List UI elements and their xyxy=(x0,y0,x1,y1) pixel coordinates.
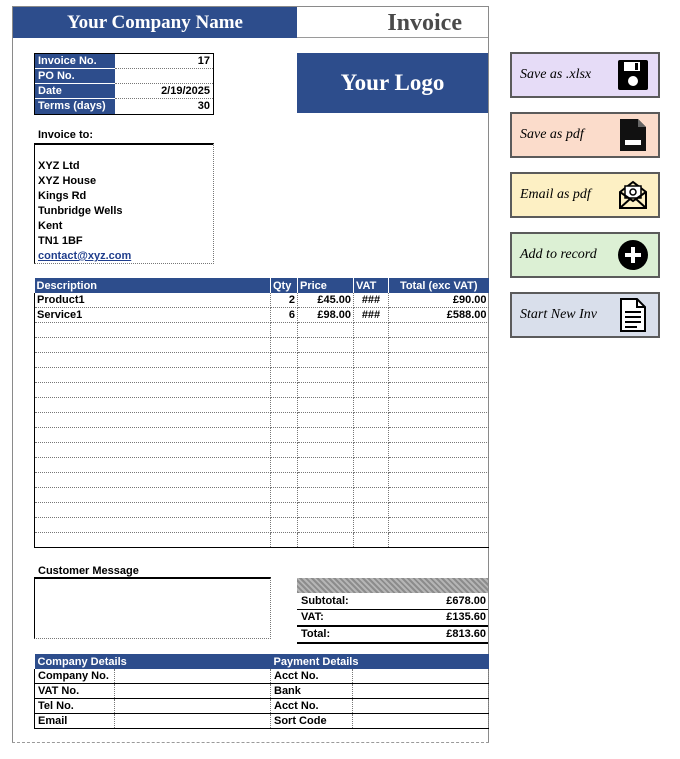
invoice-info-row xyxy=(35,69,213,84)
footer-details-table xyxy=(34,654,488,729)
invoice-info-table xyxy=(34,53,214,115)
col-vat: VAT xyxy=(354,278,389,293)
item-description[interactable] xyxy=(35,503,271,518)
item-qty[interactable] xyxy=(271,443,298,458)
item-price[interactable] xyxy=(298,353,354,368)
item-total[interactable] xyxy=(389,323,489,338)
total-label: Total: xyxy=(301,628,331,640)
company-detail-label: Tel No. xyxy=(35,699,115,714)
item-price[interactable] xyxy=(298,443,354,458)
item-qty[interactable]: 6 xyxy=(271,308,298,323)
table-row xyxy=(35,488,489,503)
po-no-value[interactable] xyxy=(115,69,213,84)
payment-detail-label: Acct No. xyxy=(271,669,353,684)
address-email-link[interactable]: contact@xyz.com xyxy=(38,250,132,262)
address-line: XYZ Ltd xyxy=(38,160,80,172)
invoice-no-value[interactable]: 17 xyxy=(115,54,213,69)
company-detail-label: VAT No. xyxy=(35,684,115,699)
company-detail-value[interactable] xyxy=(115,714,271,729)
pdf-file-icon xyxy=(616,118,650,152)
item-description[interactable] xyxy=(35,383,271,398)
item-price[interactable]: £98.00 xyxy=(298,308,354,323)
table-row xyxy=(35,353,489,368)
item-description[interactable] xyxy=(35,488,271,503)
item-price[interactable] xyxy=(298,503,354,518)
start-new-invoice-button[interactable] xyxy=(510,292,660,338)
table-row xyxy=(35,338,489,353)
table-row xyxy=(35,443,489,458)
total-row xyxy=(297,626,488,644)
date-label: Date xyxy=(35,84,115,99)
total-value: £813.60 xyxy=(446,628,486,640)
item-description[interactable] xyxy=(35,518,271,533)
invoice-title: Invoice xyxy=(297,7,488,38)
item-description[interactable] xyxy=(35,368,271,383)
table-row xyxy=(35,368,489,383)
payment-detail-value[interactable] xyxy=(353,684,489,699)
item-price[interactable] xyxy=(298,413,354,428)
table-row xyxy=(35,383,489,398)
address-line: Kent xyxy=(38,220,63,232)
item-total[interactable] xyxy=(389,518,489,533)
item-total[interactable] xyxy=(389,368,489,383)
table-row xyxy=(35,293,489,308)
item-total[interactable] xyxy=(389,338,489,353)
invoice-to-label: Invoice to: xyxy=(38,129,94,141)
address-line: Tunbridge Wells xyxy=(38,205,123,217)
company-detail-value[interactable] xyxy=(115,699,271,714)
item-vat[interactable] xyxy=(354,458,389,473)
payment-detail-label: Sort Code xyxy=(271,714,353,729)
item-total[interactable] xyxy=(389,398,489,413)
table-row xyxy=(35,428,489,443)
line-items-table xyxy=(34,278,488,548)
item-description[interactable] xyxy=(35,533,271,548)
invoice-info-row xyxy=(35,54,213,69)
item-total[interactable] xyxy=(389,458,489,473)
item-description[interactable] xyxy=(35,443,271,458)
table-row xyxy=(35,699,489,714)
table-row xyxy=(35,684,489,699)
subtotal-value: £678.00 xyxy=(446,595,486,607)
item-price[interactable] xyxy=(298,488,354,503)
item-total[interactable] xyxy=(389,413,489,428)
table-row xyxy=(35,518,489,533)
item-description[interactable] xyxy=(35,353,271,368)
company-details-header: Company Details xyxy=(35,654,271,669)
item-vat[interactable] xyxy=(354,353,389,368)
totals-table xyxy=(297,594,488,644)
item-total[interactable] xyxy=(389,383,489,398)
save-xlsx-label: Save as .xlsx xyxy=(520,67,592,82)
item-price[interactable] xyxy=(298,398,354,413)
customer-message-label: Customer Message xyxy=(38,565,139,577)
item-vat[interactable] xyxy=(354,518,389,533)
item-qty[interactable] xyxy=(271,458,298,473)
save-pdf-button[interactable] xyxy=(510,112,660,158)
date-value[interactable]: 2/19/2025 xyxy=(115,84,213,99)
floppy-disk-icon xyxy=(616,58,650,92)
invoice-no-label: Invoice No. xyxy=(35,54,115,69)
item-description[interactable] xyxy=(35,473,271,488)
table-row xyxy=(35,533,489,548)
payment-details-header: Payment Details xyxy=(271,654,489,669)
table-row xyxy=(35,308,489,323)
table-row xyxy=(35,458,489,473)
item-description[interactable] xyxy=(35,458,271,473)
item-vat[interactable] xyxy=(354,488,389,503)
vat-row xyxy=(297,610,488,626)
company-detail-label: Email xyxy=(35,714,115,729)
item-price[interactable] xyxy=(298,458,354,473)
item-total[interactable] xyxy=(389,443,489,458)
item-description[interactable] xyxy=(35,323,271,338)
add-to-record-label: Add to record xyxy=(520,247,597,262)
company-name[interactable]: Your Company Name xyxy=(13,7,297,38)
item-total[interactable] xyxy=(389,353,489,368)
table-row xyxy=(35,669,489,684)
item-total[interactable] xyxy=(389,503,489,518)
item-vat[interactable] xyxy=(354,428,389,443)
item-vat[interactable] xyxy=(354,533,389,548)
item-vat[interactable] xyxy=(354,368,389,383)
item-description[interactable]: Service1 xyxy=(35,308,271,323)
item-qty[interactable]: 2 xyxy=(271,293,298,308)
item-qty[interactable] xyxy=(271,533,298,548)
email-pdf-label: Email as pdf xyxy=(520,187,591,202)
item-total[interactable] xyxy=(389,488,489,503)
table-row xyxy=(35,413,489,428)
subtotal-label: Subtotal: xyxy=(301,595,349,607)
start-new-invoice-label: Start New Inv xyxy=(520,307,597,322)
item-price[interactable] xyxy=(298,533,354,548)
item-vat[interactable] xyxy=(354,503,389,518)
logo-placeholder[interactable]: Your Logo xyxy=(297,53,488,113)
subtotal-row xyxy=(297,594,488,610)
item-price[interactable]: £45.00 xyxy=(298,293,354,308)
item-total[interactable] xyxy=(389,533,489,548)
save-xlsx-button[interactable] xyxy=(510,52,660,98)
item-qty[interactable] xyxy=(271,473,298,488)
company-detail-label: Company No. xyxy=(35,669,115,684)
item-total[interactable] xyxy=(389,428,489,443)
item-qty[interactable] xyxy=(271,383,298,398)
address-line: TN1 1BF xyxy=(38,235,83,247)
item-total[interactable]: £588.00 xyxy=(389,308,489,323)
payment-detail-value[interactable] xyxy=(353,669,489,684)
table-row xyxy=(35,398,489,413)
item-qty[interactable] xyxy=(271,518,298,533)
item-vat[interactable]: ### xyxy=(354,293,389,308)
table-row xyxy=(35,323,489,338)
payment-detail-value[interactable] xyxy=(353,714,489,729)
add-to-record-button[interactable] xyxy=(510,232,660,278)
item-vat[interactable] xyxy=(354,443,389,458)
sheet-border-left xyxy=(12,6,13,743)
table-row xyxy=(35,503,489,518)
item-description[interactable] xyxy=(35,398,271,413)
item-description[interactable] xyxy=(35,338,271,353)
item-price[interactable] xyxy=(298,473,354,488)
address-line: XYZ House xyxy=(38,175,97,187)
item-price[interactable] xyxy=(298,383,354,398)
item-description[interactable] xyxy=(35,428,271,443)
save-pdf-label: Save as pdf xyxy=(520,127,584,142)
item-price[interactable] xyxy=(298,323,354,338)
po-no-label: PO No. xyxy=(35,69,115,84)
email-pdf-button[interactable] xyxy=(510,172,660,218)
item-qty[interactable] xyxy=(271,338,298,353)
item-qty[interactable] xyxy=(271,413,298,428)
add-circle-icon xyxy=(616,238,650,272)
item-price[interactable] xyxy=(298,518,354,533)
line-items-header xyxy=(35,278,489,293)
item-description[interactable]: Product1 xyxy=(35,293,271,308)
col-price: Price xyxy=(298,278,354,293)
invoice-info-row xyxy=(35,99,213,114)
terms-value[interactable]: 30 xyxy=(197,100,210,112)
payment-detail-value[interactable] xyxy=(353,699,489,714)
totals-header-band xyxy=(297,578,488,593)
table-row xyxy=(35,473,489,488)
invoice-info-row xyxy=(35,84,213,99)
document-icon xyxy=(616,298,650,332)
page-break-line xyxy=(12,742,489,743)
item-vat[interactable] xyxy=(354,398,389,413)
payment-detail-label: Bank xyxy=(271,684,353,699)
item-qty[interactable] xyxy=(271,368,298,383)
item-vat[interactable]: ### xyxy=(354,308,389,323)
invoice-to-address[interactable] xyxy=(34,143,214,264)
email-envelope-icon xyxy=(616,178,650,212)
item-description[interactable] xyxy=(35,413,271,428)
table-row xyxy=(35,714,489,729)
item-vat[interactable] xyxy=(354,413,389,428)
col-qty: Qty xyxy=(271,278,298,293)
item-price[interactable] xyxy=(298,368,354,383)
item-qty[interactable] xyxy=(271,398,298,413)
item-qty[interactable] xyxy=(271,488,298,503)
vat-label: VAT: xyxy=(301,611,324,623)
item-qty[interactable] xyxy=(271,323,298,338)
item-vat[interactable] xyxy=(354,383,389,398)
item-price[interactable] xyxy=(298,428,354,443)
company-detail-value[interactable] xyxy=(115,684,271,699)
item-vat[interactable] xyxy=(354,338,389,353)
col-description: Description xyxy=(35,278,271,293)
item-qty[interactable] xyxy=(271,353,298,368)
item-total[interactable]: £90.00 xyxy=(389,293,489,308)
terms-label: Terms (days) xyxy=(35,99,115,114)
item-vat[interactable] xyxy=(354,473,389,488)
item-vat[interactable] xyxy=(354,323,389,338)
item-total[interactable] xyxy=(389,473,489,488)
item-qty[interactable] xyxy=(271,428,298,443)
col-total: Total (exc VAT) xyxy=(389,278,489,293)
company-detail-value[interactable] xyxy=(115,669,271,684)
payment-detail-label: Acct No. xyxy=(271,699,353,714)
vat-value: £135.60 xyxy=(446,611,486,623)
address-line: Kings Rd xyxy=(38,190,87,202)
item-price[interactable] xyxy=(298,338,354,353)
customer-message-box[interactable] xyxy=(34,577,271,639)
item-qty[interactable] xyxy=(271,503,298,518)
